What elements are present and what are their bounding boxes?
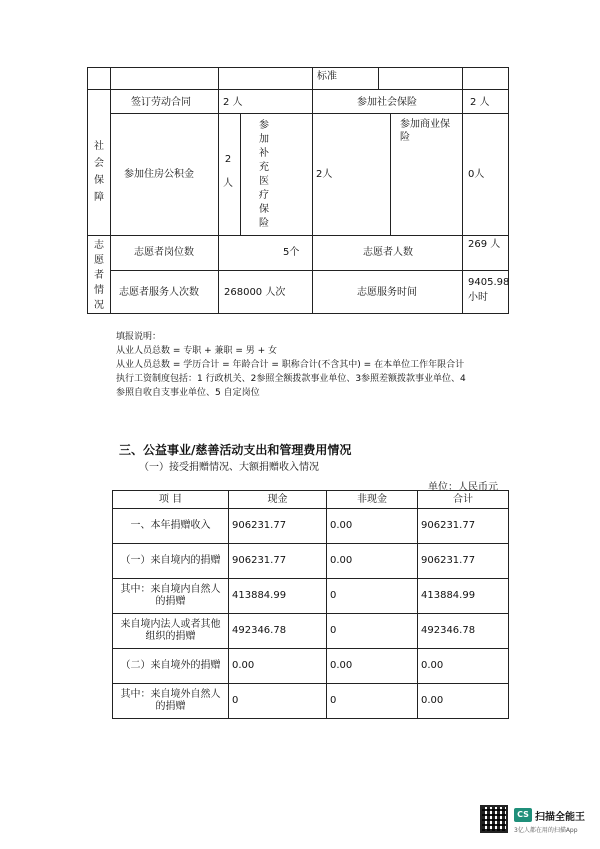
donation-table xyxy=(112,490,509,719)
volunteer-count-value: 269 人 xyxy=(468,239,501,250)
volunteer-posts-label: 志愿者岗位数 xyxy=(134,247,194,258)
row-cash: 413884.99 xyxy=(229,579,327,614)
header-noncash: 非现金 xyxy=(327,491,418,509)
section-volunteers: 志愿者情况 xyxy=(94,240,104,311)
row-noncash: 0.00 xyxy=(327,509,418,544)
header-item: 项 目 xyxy=(113,491,229,509)
row-cash: 0 xyxy=(229,684,327,719)
row-noncash: 0 xyxy=(327,684,418,719)
volunteer-service-hours-value: 9405.98 xyxy=(468,277,510,288)
supplementary-medical-value: 2人 xyxy=(316,169,333,180)
section-subheading: （一）接受捐赠情况、大额捐赠收入情况 xyxy=(139,462,319,473)
table-row xyxy=(113,614,509,649)
contract-label: 签订劳动合同 xyxy=(131,97,191,108)
table-row xyxy=(113,509,509,544)
row-total: 906231.77 xyxy=(418,509,509,544)
row-total: 0.00 xyxy=(418,684,509,719)
commercial-insurance-label: 参加商业保险 xyxy=(400,119,450,143)
section-social-security: 社会保障 xyxy=(94,141,104,203)
row-item: （二）来自境外的捐赠 xyxy=(113,649,229,684)
row-cash: 492346.78 xyxy=(229,614,327,649)
table-header-row xyxy=(113,491,509,509)
volunteer-posts-value: 5个 xyxy=(283,247,300,258)
table-row xyxy=(113,684,509,719)
notes-title: 填报说明： xyxy=(116,332,162,342)
watermark-tagline: 3亿人都在用的扫描App xyxy=(514,827,578,834)
volunteer-service-hours-unit: 小时 xyxy=(468,292,488,303)
standard-label: 标准 xyxy=(317,71,337,82)
unit-label: 单位：人民币元 xyxy=(428,482,498,493)
row-item: 其中：来自境内自然人的捐赠 xyxy=(113,579,229,614)
table-row xyxy=(113,544,509,579)
row-noncash: 0.00 xyxy=(327,544,418,579)
notes-line: 执行工资制度包括：1 行政机关、2参照全额拨款事业单位、3参照差额拨款事业单位、4 xyxy=(116,374,466,384)
supplementary-medical-label: 参加补充医疗保险 xyxy=(259,120,269,229)
volunteer-service-times-label: 志愿者服务人次数 xyxy=(119,287,199,298)
header-total: 合计 xyxy=(418,491,509,509)
housing-fund-label: 参加住房公积金 xyxy=(124,169,194,180)
row-noncash: 0 xyxy=(327,579,418,614)
row-total: 413884.99 xyxy=(418,579,509,614)
row-noncash: 0.00 xyxy=(327,649,418,684)
row-item: （一）来自境内的捐赠 xyxy=(113,544,229,579)
notes-line: 从业人员总数 = 专职 + 兼职 = 男 + 女 xyxy=(116,346,278,356)
row-cash: 906231.77 xyxy=(229,544,327,579)
row-noncash: 0 xyxy=(327,614,418,649)
volunteer-service-hours-label: 志愿服务时间 xyxy=(357,287,417,298)
qr-code-icon xyxy=(480,805,508,833)
row-item: 来自境内法人或者其他组织的捐赠 xyxy=(113,614,229,649)
table-row xyxy=(113,579,509,614)
social-insurance-value: 2 人 xyxy=(470,97,490,108)
row-total: 492346.78 xyxy=(418,614,509,649)
notes-line: 参照自收自支事业单位、5 自定岗位 xyxy=(116,388,260,398)
watermark-brand: 扫描全能王 xyxy=(535,812,585,823)
contract-value: 2 人 xyxy=(223,97,243,108)
notes-line: 从业人员总数 = 学历合计 = 年龄合计 = 职称合计(不含其中) = 在本单位工作年限合计 xyxy=(116,360,465,370)
row-cash: 0.00 xyxy=(229,649,327,684)
row-cash: 906231.77 xyxy=(229,509,327,544)
row-item: 一、本年捐赠收入 xyxy=(113,509,229,544)
section-heading: 三、公益事业/慈善活动支出和管理费用情况 xyxy=(119,443,352,457)
social-insurance-label: 参加社会保险 xyxy=(357,97,417,108)
header-cash: 现金 xyxy=(229,491,327,509)
row-item: 其中：来自境外自然人的捐赠 xyxy=(113,684,229,719)
row-total: 906231.77 xyxy=(418,544,509,579)
table-row xyxy=(113,649,509,684)
filling-notes xyxy=(116,330,466,400)
commercial-insurance-value: 0人 xyxy=(468,169,485,180)
volunteer-service-times-value: 268000 人次 xyxy=(224,287,286,298)
volunteer-count-label: 志愿者人数 xyxy=(363,247,413,258)
camscanner-logo-icon: CS xyxy=(514,808,532,822)
housing-fund-value: 2人 xyxy=(223,154,233,189)
row-total: 0.00 xyxy=(418,649,509,684)
